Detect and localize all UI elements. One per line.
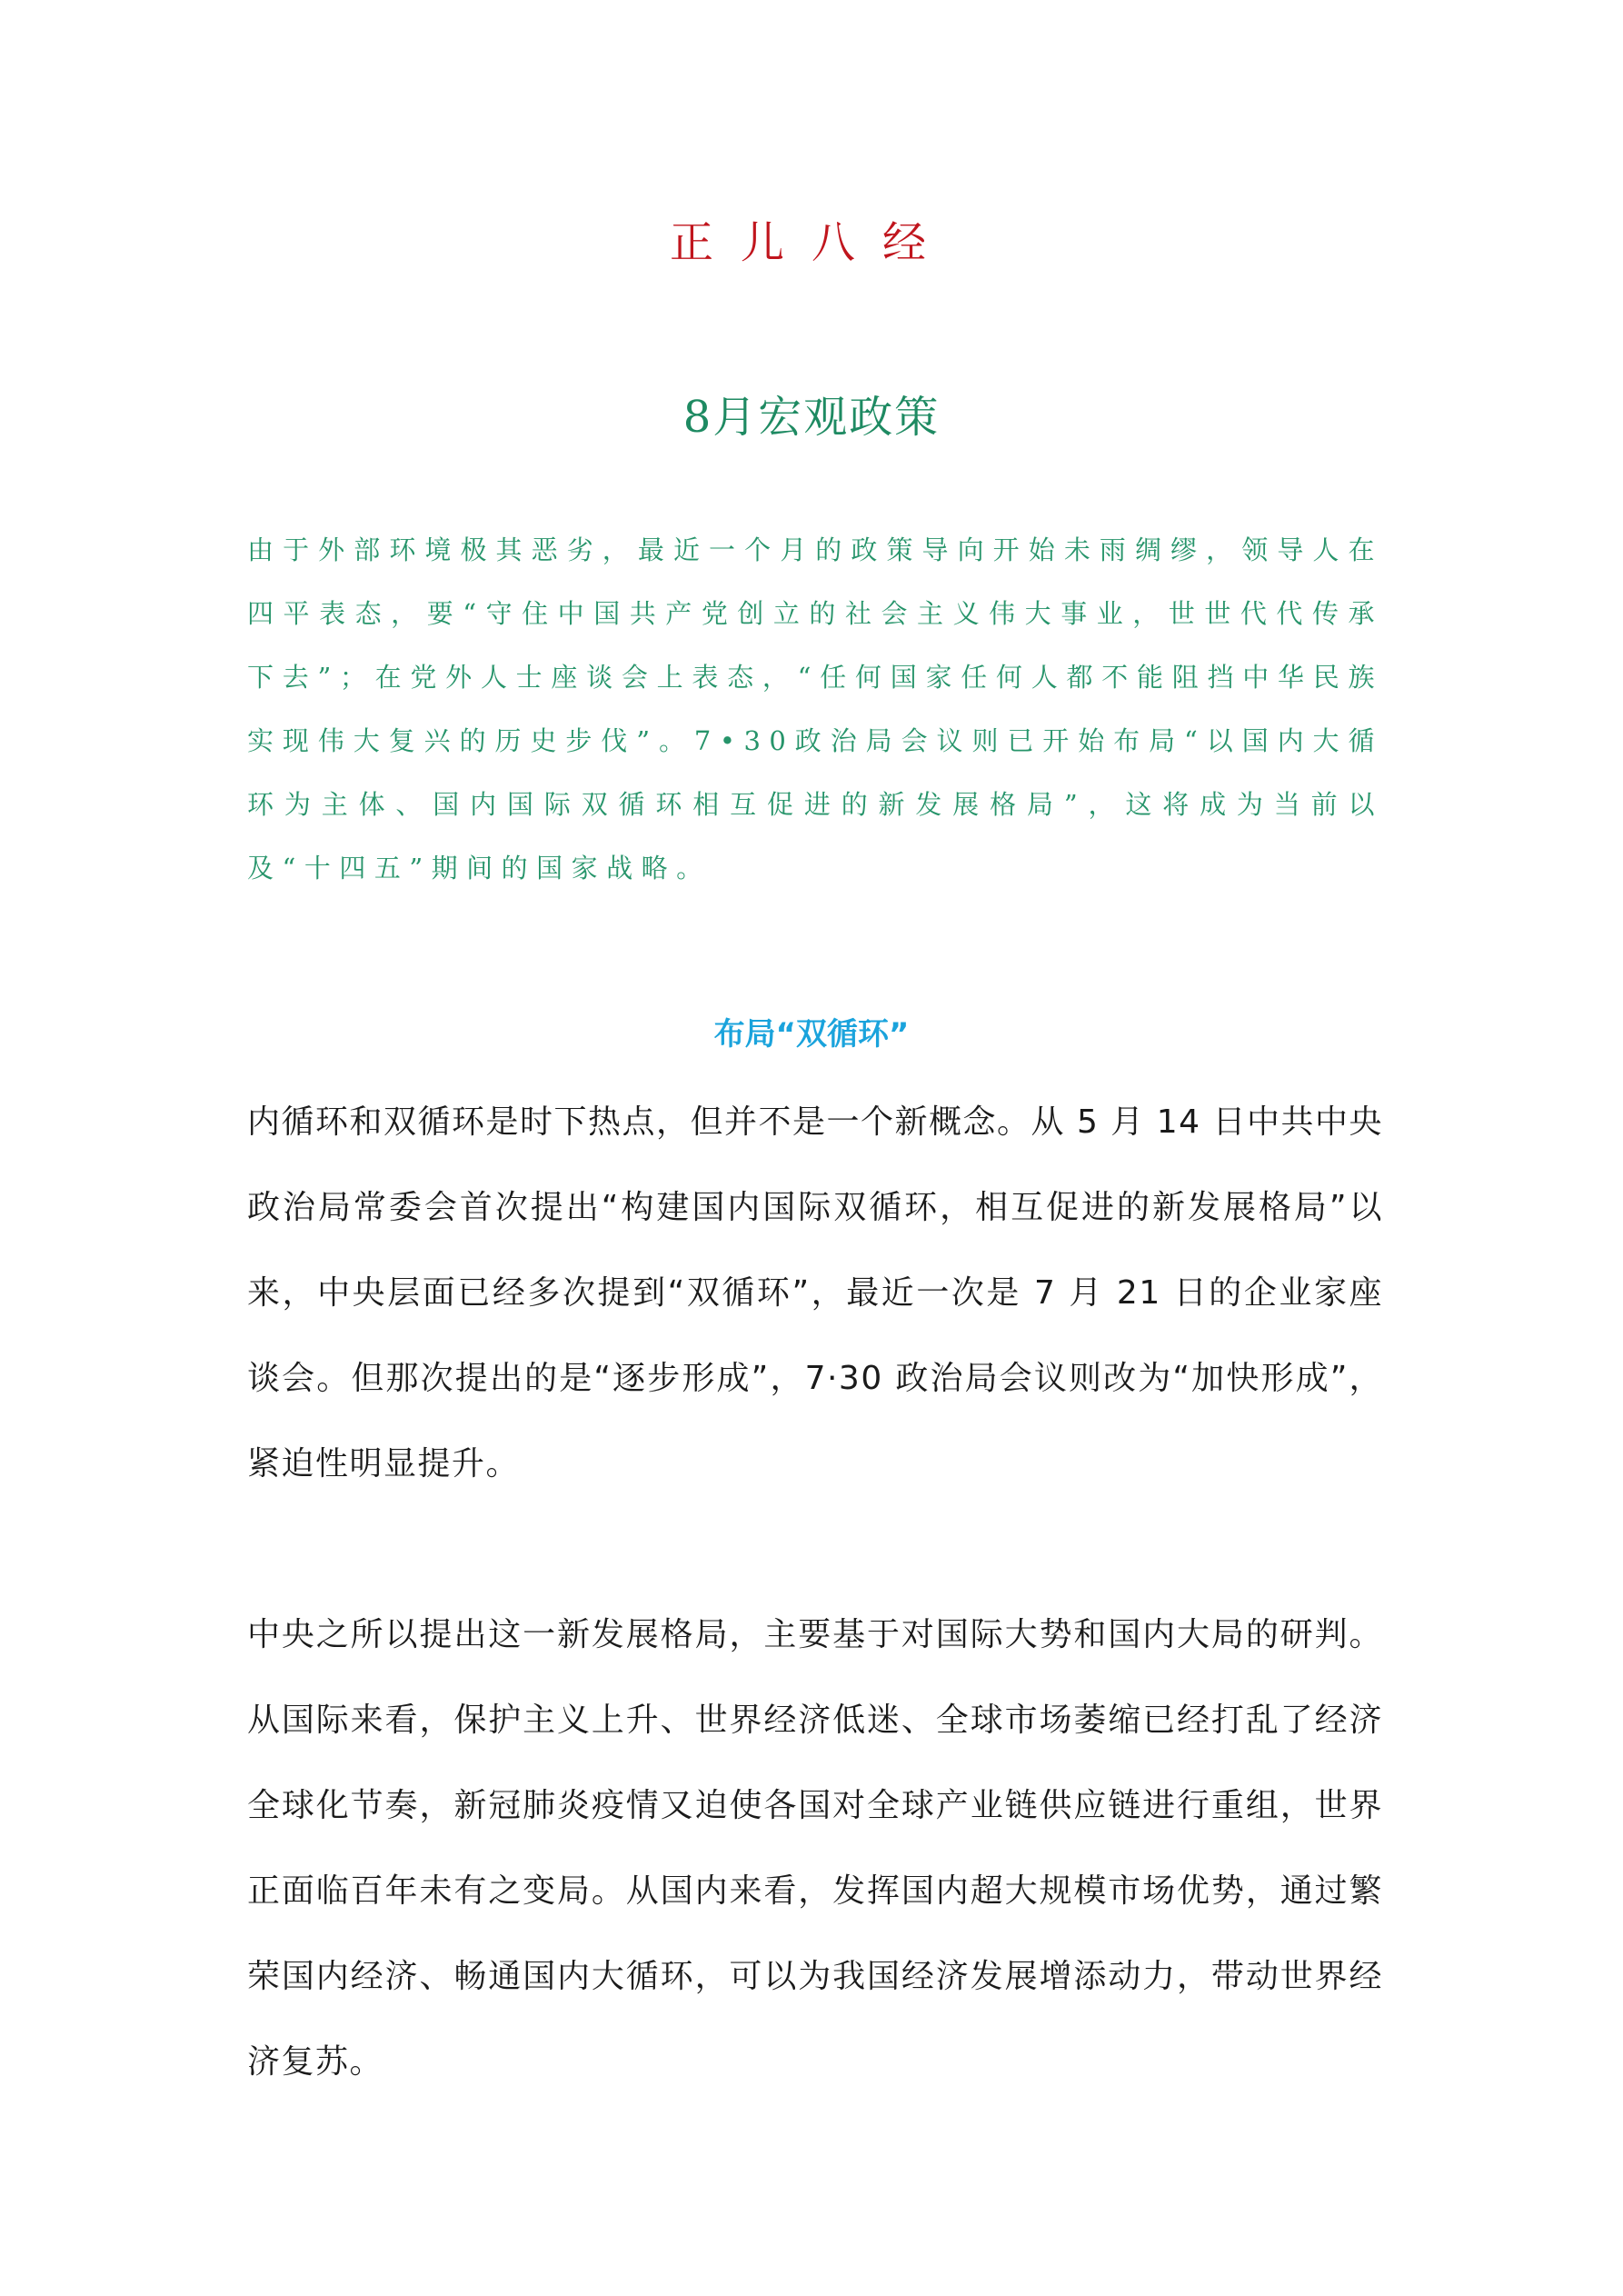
lead-paragraph: 由于外部环境极其恶劣，最近一个月的政策导向开始未雨绸缪，领导人在四平表态，要“守住中国共产党创立的社会主义伟大事业，世世代代传承下去”；在党外人士座谈会上表态，“任何国家任何人都不能阻挡中华民族实现伟大复兴的历史步伐”。7•30政治局会议则已开始布局“以国内大循环为主体、国内国际双循环相互促进的新发展格局”，这将成为当前以及“十四五”期间的国家战略。: [247, 534, 1383, 883]
body-paragraph: 内循环和双循环是时下热点，但并不是一个新概念。从 5 月 14 日中共中央政治局常委会首次提出“构建国内国际双循环，相互促进的新发展格局”以来，中央层面已经多次提到“双循环”，最近一次是 7 月 21 日的企业家座谈会。但那次提出的是“逐步形成”，7·30 政治局会议则改为“加快形成”，紧迫性明显提升。: [247, 1103, 1383, 1482]
document-title: 8月宏观政策: [682, 392, 941, 443]
brand-title: 正儿八经: [669, 217, 953, 268]
section-heading: 布局“双循环”: [713, 1016, 910, 1053]
body-paragraph: 中央之所以提出这一新发展格局，主要基于对国际大势和国内大局的研判。从国际来看，保护主义上升、世界经济低迷、全球市场萎缩已经打乱了经济全球化节奏，新冠肺炎疫情又迫使各国对全球产业链供应链进行重组，世界正面临百年未有之变局。从国内来看，发挥国内超大规模市场优势，通过繁荣国内经济、畅通国内大循环，可以为我国经济发展增添动力，带动世界经济复苏。: [247, 1616, 1383, 2081]
